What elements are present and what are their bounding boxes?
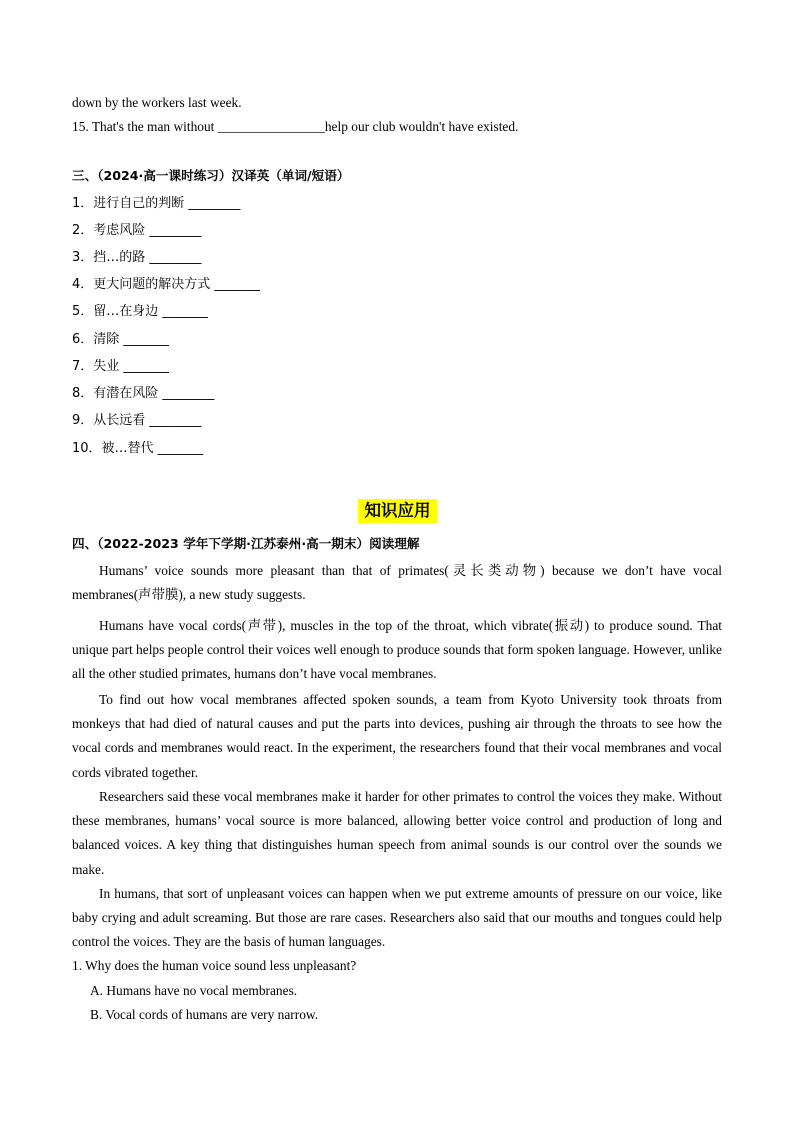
reading-paragraph-4: Researchers said these vocal membranes make it harder for other primates to control the voices they make. Without these membranes, humans’ vocal source is more balanced, allowing better voice control and production of long and balanced voices. A key thing that distinguishes human speech from animal sounds is our control over the sounds we make. xyxy=(72,789,722,877)
vocab-item: 2．考虑风险 ________ xyxy=(72,223,202,238)
item14-continuation: down by the workers last week. xyxy=(72,95,242,110)
vocab-item: 7．失业 _______ xyxy=(72,359,169,374)
knowledge-application-banner: 知识应用 xyxy=(358,499,437,523)
reading-paragraph-1: Humans’ voice sounds more pleasant than that of primates(灵长类动物) because we don’t have vocal membranes(声带膜), a new study suggests. xyxy=(72,563,722,603)
vocab-item: 6．清除 _______ xyxy=(72,332,169,347)
question-1-option-b: B. Vocal cords of humans are very narrow. xyxy=(90,1007,319,1022)
section4-heading: 四、（2022-2023 学年下学期·江苏泰州·高一期末）阅读理解 xyxy=(72,536,420,551)
reading-paragraph-3: To find out how vocal membranes affected spoken sounds, a team from Kyoto University took throats from monkeys that had died of natural causes and put the parts into devices, pushing air through the throats to see how the vocal cords and membranes would react. In the experiment, the researchers found that their vocal membranes and vocal cords vibrated together. xyxy=(72,692,722,780)
vocab-item: 4．更大问题的解决方式 _______ xyxy=(72,277,260,292)
reading-paragraph-5: In humans, that sort of unpleasant voices can happen when we put extreme amounts of pressure on our voice, like baby crying and adult screaming. But those are rare cases. Researchers also said that our mouths and tongues could help control the voices. They are the basis of human languages. xyxy=(72,886,722,950)
section3-heading: 三、（2024·高一课时练习）汉译英（单词/短语） xyxy=(72,168,350,183)
vocab-item: 3．挡…的路 ________ xyxy=(72,250,202,265)
question-1-option-a: A. Humans have no vocal membranes. xyxy=(90,983,298,998)
question-1-stem: 1. Why does the human voice sound less unpleasant? xyxy=(72,958,357,973)
vocab-item: 8．有潜在风险 ________ xyxy=(72,386,215,401)
vocab-item: 5．留…在身边 _______ xyxy=(72,304,208,319)
item15-text: 15. That's the man without ________________help our club wouldn't have existed. xyxy=(72,119,519,134)
vocab-item: 10．被…替代 _______ xyxy=(72,441,204,456)
reading-paragraph-2: Humans have vocal cords(声带), muscles in the top of the throat, which vibrate(振动) to produce sound. That unique part helps people control their voices well enough to produce sounds that form spoken language. However, unlike all the other studied primates, humans don’t have vocal membranes. xyxy=(72,618,722,682)
vocab-item: 1．进行自己的判断 ________ xyxy=(72,196,241,211)
vocab-item: 9．从长远看 ________ xyxy=(72,413,202,428)
